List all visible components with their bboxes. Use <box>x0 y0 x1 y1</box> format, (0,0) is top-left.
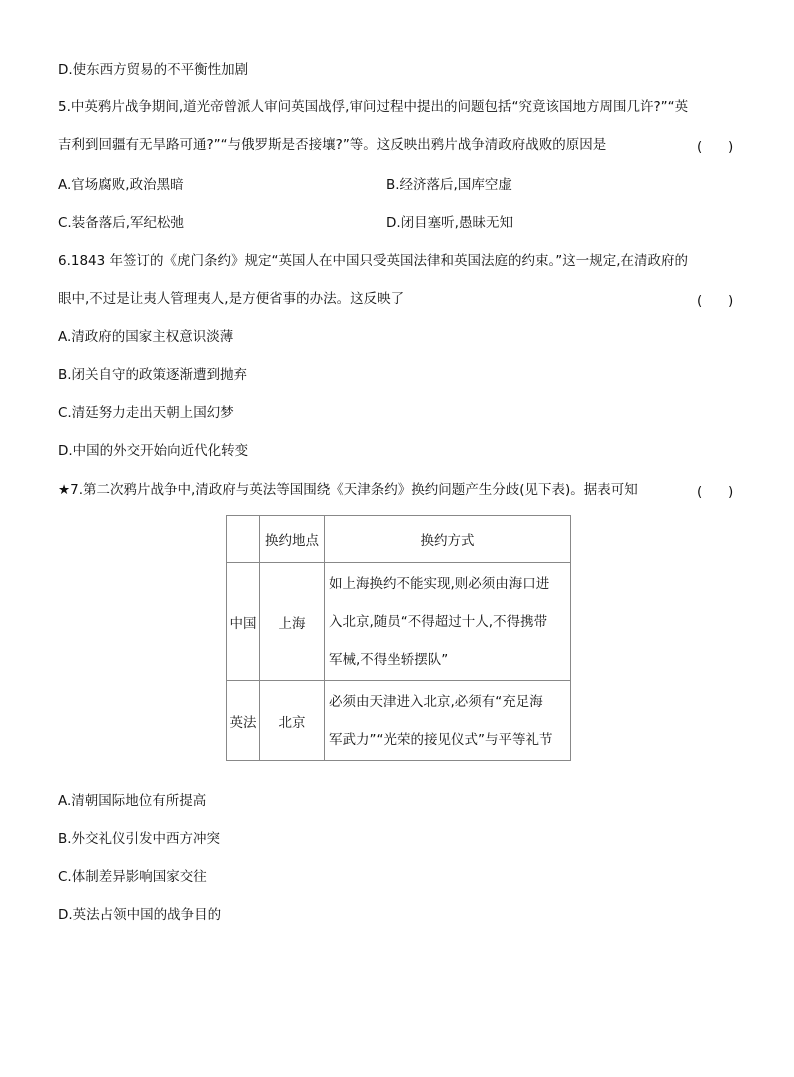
method-line: 军武力”“光荣的接见仪式”与平等礼节 <box>329 731 553 748</box>
table-cell-party: 中国 <box>227 563 260 681</box>
q6-answer-paren: ( ) <box>697 293 734 309</box>
q6-stem-line1: 6.1843 年签订的《虎门条约》规定“英国人在中国只受英国法律和英国法庭的约束。”这一规定,在清政府的 <box>58 253 689 269</box>
table-header-cell <box>227 516 260 563</box>
table-cell-method <box>325 681 571 761</box>
q7-stem-line1: ★7.第二次鸦片战争中,清政府与英法等国围绕《天津条约》换约问题产生分歧(见下表)。据表可知 <box>58 482 638 498</box>
q5-option-d: D.闭目塞听,愚昧无知 <box>386 215 513 231</box>
table-row <box>227 563 571 681</box>
q6-option-c: C.清廷努力走出天朝上国幻梦 <box>58 405 234 421</box>
q5-stem-line2: 吉利到回疆有无旱路可通?”“与俄罗斯是否接壤?”等。这反映出鸦片战争清政府战败的原因是 <box>58 137 607 153</box>
table-header-cell: 换约地点 <box>260 516 325 563</box>
table-cell-place: 北京 <box>260 681 325 761</box>
table-cell-place: 上海 <box>260 563 325 681</box>
q7-option-d: D.英法占领中国的战争目的 <box>58 907 222 923</box>
q5-option-c: C.装备落后,军纪松弛 <box>58 215 185 231</box>
table-row <box>227 681 571 761</box>
q5-answer-paren: ( ) <box>697 139 734 155</box>
q4-option-d: D.使东西方贸易的不平衡性加剧 <box>58 62 249 78</box>
q7-answer-paren: ( ) <box>697 484 734 500</box>
q6-option-d: D.中国的外交开始向近代化转变 <box>58 443 249 459</box>
q6-option-a: A.清政府的国家主权意识淡薄 <box>58 329 234 345</box>
table-cell-method <box>325 563 571 681</box>
q7-option-c: C.体制差异影响国家交往 <box>58 869 207 885</box>
method-line: 入北京,随员“不得超过十人,不得携带 <box>329 613 548 630</box>
q6-stem-line2: 眼中,不过是让夷人管理夷人,是方便省事的办法。这反映了 <box>58 291 405 307</box>
method-line: 军械,不得坐轿摆队” <box>329 651 449 668</box>
q5-option-a: A.官场腐败,政治黑暗 <box>58 177 184 193</box>
table-header-cell: 换约方式 <box>325 516 571 563</box>
q5-stem-line1: 5.中英鸦片战争期间,道光帝曾派人审问英国战俘,审问过程中提出的问题包括“究竟该国地方周围几许?”“英 <box>58 99 689 115</box>
table-header-row <box>227 516 571 563</box>
table-cell-party: 英法 <box>227 681 260 761</box>
q7-option-b: B.外交礼仪引发中西方冲突 <box>58 831 221 847</box>
q7-option-a: A.清朝国际地位有所提高 <box>58 793 207 809</box>
method-line: 必须由天津进入北京,必须有“充足海 <box>329 693 543 710</box>
method-line: 如上海换约不能实现,则必须由海口进 <box>329 575 550 592</box>
q6-option-b: B.闭关自守的政策逐渐遭到抛弃 <box>58 367 248 383</box>
q5-option-b: B.经济落后,国库空虚 <box>386 177 512 193</box>
q7-table <box>226 515 571 761</box>
